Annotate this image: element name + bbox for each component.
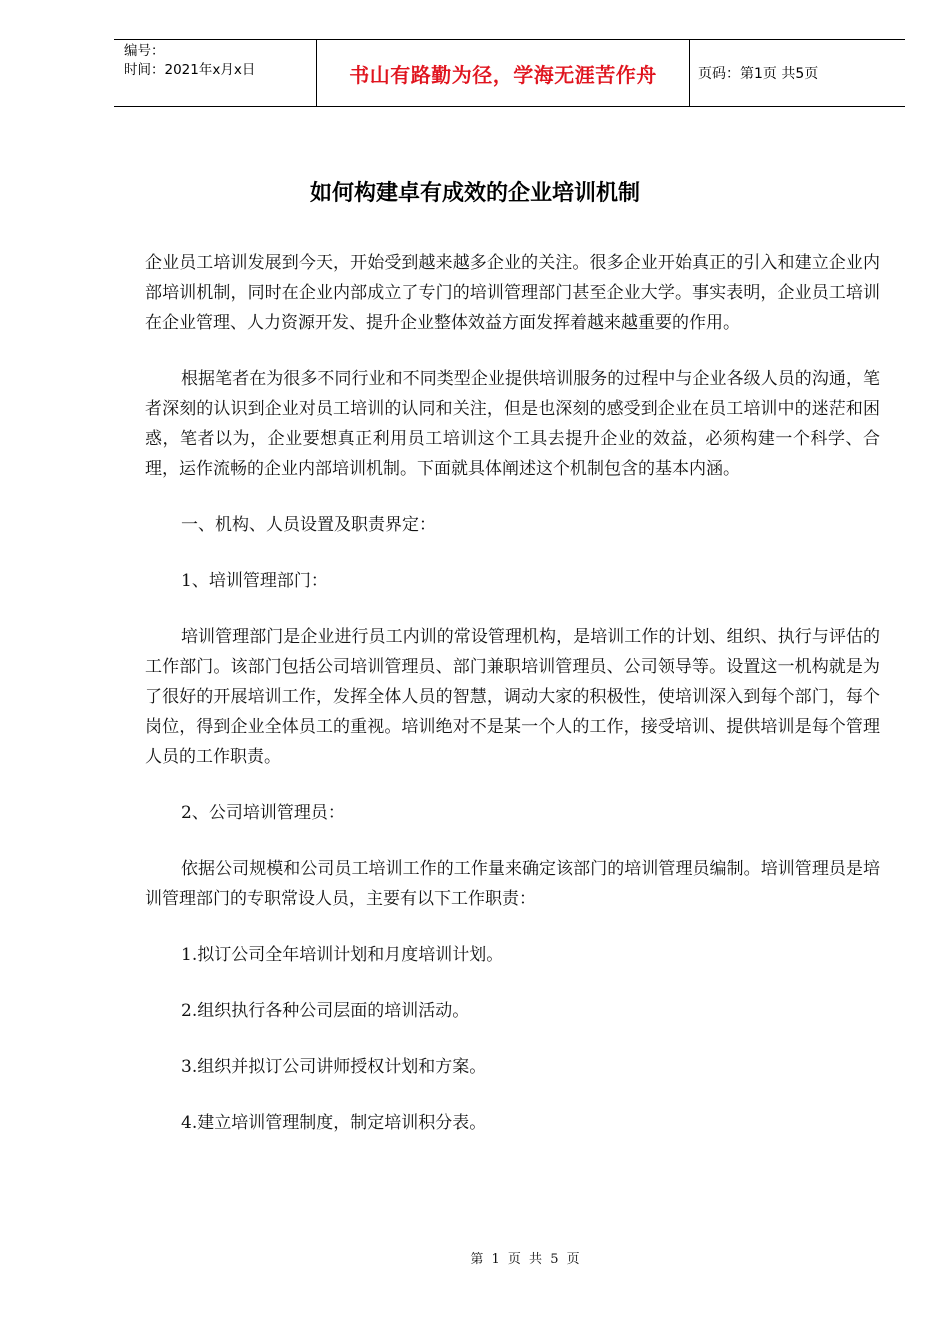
list-item: 4.建立培训管理制度，制定培训积分表。	[181, 1113, 487, 1133]
section-heading: 一、机构、人员设置及职责界定：	[181, 515, 436, 535]
subsection-heading: 1、培训管理部门：	[181, 571, 328, 591]
list-item: 2.组织执行各种公司层面的培训活动。	[181, 1001, 470, 1021]
page-footer: 第 1 页 共 5 页	[470, 1252, 580, 1267]
page-header	[114, 39, 905, 107]
document-date-label: 时间：2021年x月x日	[124, 62, 256, 78]
header-meta-cell	[114, 40, 316, 106]
document-title: 如何构建卓有成效的企业培训机制	[309, 181, 640, 206]
body-paragraph: 依据公司规模和公司员工培训工作的工作量来确定该部门的培训管理员编制。培训管理员是培训管理部门的专职常设人员，主要有以下工作职责：	[145, 859, 880, 909]
body-paragraph: 根据笔者在为很多不同行业和不同类型企业提供培训服务的过程中与企业各级人员的沟通，笔者深刻的认识到企业对员工培训的认同和关注，但是也深刻的感受到企业在员工培训中的迷茫和困惑，笔者以为，企业要想真正利用员工培训这个工具去提升企业的效益，必须构建一个科学、合理，运作流畅的企业内部培训机制。下面就具体阐述这个机制包含的基本内涵。	[145, 369, 880, 479]
body-paragraph: 培训管理部门是企业进行员工内训的常设管理机构，是培训工作的计划、组织、执行与评估的工作部门。该部门包括公司培训管理员、部门兼职培训管理员、公司领导等。设置这一机构就是为了很好的开展培训工作，发挥全体人员的智慧，调动大家的积极性，使培训深入到每个部门，每个岗位，得到企业全体员工的重视。培训绝对不是某一个人的工作，接受培训、提供培训是每个管理人员的工作职责。	[145, 627, 880, 767]
body-paragraph: 企业员工培训发展到今天，开始受到越来越多企业的关注。很多企业开始真正的引入和建立企业内部培训机制，同时在企业内部成立了专门的培训管理部门甚至企业大学。事实表明，企业员工培训在企业管理、人力资源开发、提升企业整体效益方面发挥着越来越重要的作用。	[145, 253, 880, 333]
list-item: 1.拟订公司全年培训计划和月度培训计划。	[181, 945, 504, 965]
list-item: 3.组织并拟订公司讲师授权计划和方案。	[181, 1057, 487, 1077]
document-number-label: 编号：	[124, 43, 165, 59]
subsection-heading: 2、公司培训管理员：	[181, 803, 345, 823]
header-page-number: 页码：第1页 共5页	[698, 66, 819, 82]
document-body	[145, 248, 880, 1164]
header-motto: 书山有路勤为径，学海无涯苦作舟	[316, 40, 690, 106]
